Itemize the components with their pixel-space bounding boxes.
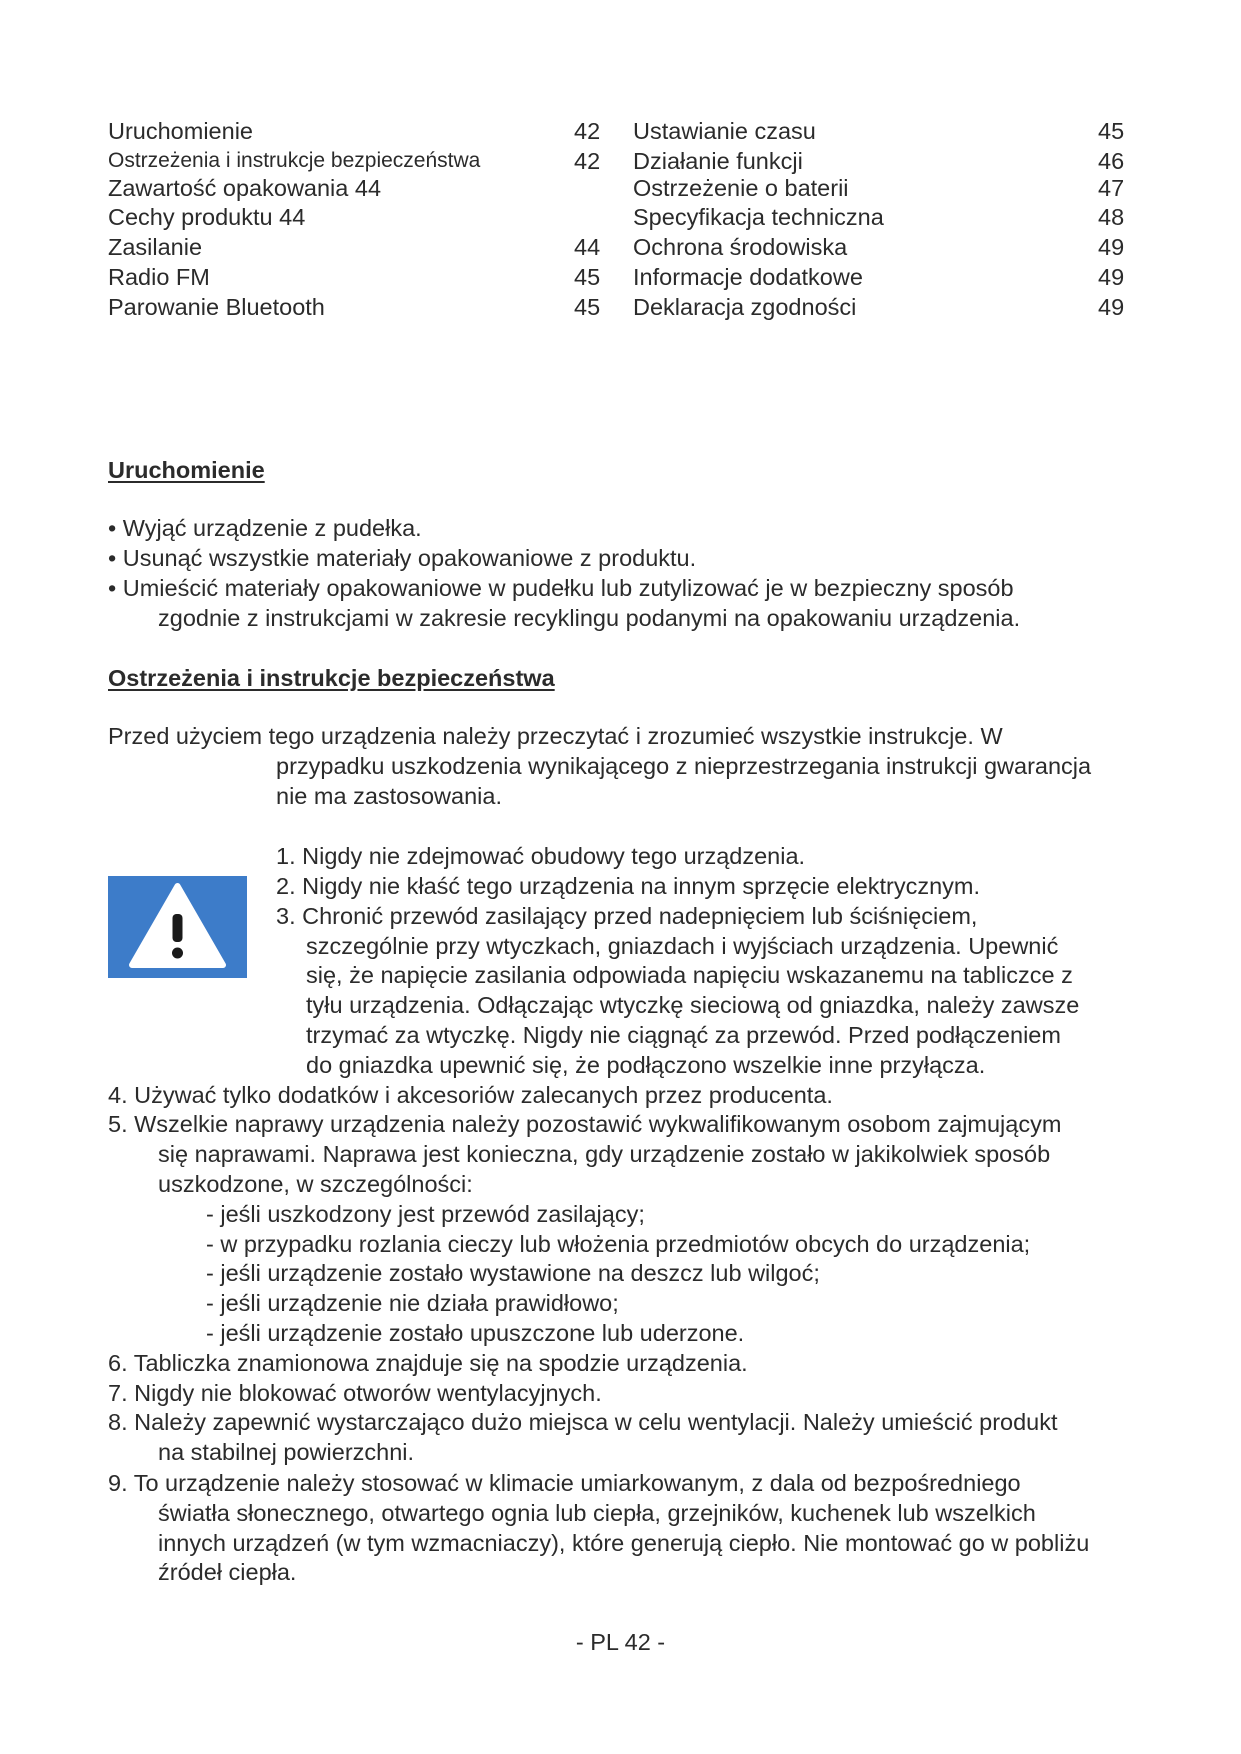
safety-sub-item-2: - w przypadku rozlania cieczy lub włożenia przedmiotów obcych do urządzenia; [206, 1231, 1031, 1257]
toc-right-page-1: 46 [1098, 148, 1125, 174]
safety-item-5-cont-2: uszkodzone, w szczególności: [158, 1171, 473, 1197]
toc-right-page-6: 49 [1098, 294, 1125, 320]
startup-heading: Uruchomienie [108, 457, 265, 483]
toc-right-label-0: Ustawianie czasu [633, 118, 816, 144]
toc-left-label-6: Parowanie Bluetooth [108, 294, 325, 320]
safety-item-9: 9. To urządzenie należy stosować w klimacie umiarkowanym, z dala od bezpośredniego [108, 1470, 1021, 1496]
safety-item-3-cont-2: się, że napięcie zasilania odpowiada napięciu wskazanemu na tabliczce z [306, 962, 1073, 988]
startup-bullet-2: • Umieścić materiały opakowaniowe w pudełku lub zutylizować je w bezpieczny sposób [108, 575, 1014, 601]
safety-sub-item-1: - jeśli uszkodzony jest przewód zasilający; [206, 1201, 645, 1227]
toc-left-label-2: Zawartość opakowania 44 [108, 175, 382, 201]
toc-left-label-4: Zasilanie [108, 234, 203, 260]
safety-sub-item-3: - jeśli urządzenie zostało wystawione na deszcz lub wilgoć; [206, 1260, 820, 1286]
toc-right-page-4: 49 [1098, 234, 1125, 260]
safety-item-6: 6. Tabliczka znamionowa znajduje się na spodzie urządzenia. [108, 1350, 748, 1376]
toc-right-label-2: Ostrzeżenie o baterii [633, 175, 849, 201]
safety-item-9-cont-3: źródeł ciepła. [158, 1559, 297, 1585]
safety-item-8-cont: na stabilnej powierzchni. [158, 1439, 415, 1465]
safety-sub-item-4: - jeśli urządzenie nie działa prawidłowo; [206, 1290, 619, 1316]
toc-right-label-4: Ochrona środowiska [633, 234, 848, 260]
toc-left-page-4: 44 [574, 234, 601, 260]
safety-item-3-cont-1: szczególnie przy wtyczkach, gniazdach i wyjściach urządzenia. Upewnić [306, 933, 1059, 959]
startup-bullet-2-cont: zgodnie z instrukcjami w zakresie recyklingu podanymi na opakowaniu urządzenia. [158, 605, 1021, 631]
safety-item-3-cont-3: tyłu urządzenia. Odłączając wtyczkę sieciową od gniazdka, należy zawsze [306, 992, 1080, 1018]
toc-left-label-3: Cechy produktu 44 [108, 204, 306, 230]
safety-heading: Ostrzeżenia i instrukcje bezpieczeństwa [108, 665, 555, 691]
toc-left-label-1: Ostrzeżenia i instrukcje bezpieczeństwa [108, 149, 481, 172]
toc-left-page-6: 45 [574, 294, 601, 320]
toc-right-label-5: Informacje dodatkowe [633, 264, 863, 290]
toc-left-page-0: 42 [574, 118, 601, 144]
safety-item-9-cont-2: innych urządzeń (w tym wzmacniaczy), które generują ciepło. Nie montować go w pobliżu [158, 1530, 1090, 1556]
toc-right-label-1: Działanie funkcji [633, 148, 803, 174]
safety-item-3-cont-4: trzymać za wtyczkę. Nigdy nie ciągnąć za przewód. Przed podłączeniem [306, 1022, 1061, 1048]
toc-left-page-5: 45 [574, 264, 601, 290]
warning-triangle-icon [108, 876, 247, 978]
safety-intro-line-2: nie ma zastosowania. [276, 783, 502, 809]
startup-bullet-0: • Wyjąć urządzenie z pudełka. [108, 515, 422, 541]
safety-item-5: 5. Wszelkie naprawy urządzenia należy pozostawić wykwalifikowanym osobom zajmującym [108, 1111, 1062, 1137]
safety-item-1: 1. Nigdy nie zdejmować obudowy tego urządzenia. [276, 843, 806, 869]
safety-intro-line-0: Przed użyciem tego urządzenia należy przeczytać i zrozumieć wszystkie instrukcje. W [108, 723, 1003, 749]
warning-sign [108, 876, 247, 978]
toc-right-page-3: 48 [1098, 204, 1125, 230]
toc-right-label-3: Specyfikacja techniczna [633, 204, 884, 230]
toc-left-label-0: Uruchomienie [108, 118, 253, 144]
safety-item-4: 4. Używać tylko dodatków i akcesoriów zalecanych przez producenta. [108, 1082, 833, 1108]
page-number: - PL 42 - [575, 1629, 666, 1655]
safety-item-3-cont-5: do gniazdka upewnić się, że podłączono wszelkie inne przyłącza. [306, 1052, 986, 1078]
toc-right-page-5: 49 [1098, 264, 1125, 290]
toc-left-page-1: 42 [574, 148, 601, 174]
safety-intro-line-1: przypadku uszkodzenia wynikającego z nieprzestrzegania instrukcji gwarancja [276, 753, 1092, 779]
safety-item-5-cont-1: się naprawami. Naprawa jest konieczna, gdy urządzenie zostało w jakikolwiek sposób [158, 1141, 1051, 1167]
startup-bullet-1: • Usunąć wszystkie materiały opakowaniowe z produktu. [108, 545, 697, 571]
safety-item-7: 7. Nigdy nie blokować otworów wentylacyjnych. [108, 1380, 602, 1406]
safety-item-9-cont-1: światła słonecznego, otwartego ognia lub ciepła, grzejników, kuchenek lub wszelkich [158, 1500, 1036, 1526]
safety-item-8: 8. Należy zapewnić wystarczająco dużo miejsca w celu wentylacji. Należy umieścić produkt [108, 1409, 1058, 1435]
safety-sub-item-5: - jeśli urządzenie zostało upuszczone lub uderzone. [206, 1320, 745, 1346]
toc-left-label-5: Radio FM [108, 264, 210, 290]
toc-right-page-2: 47 [1098, 175, 1125, 201]
safety-item-3: 3. Chronić przewód zasilający przed nadepnięciem lub ściśnięciem, [276, 903, 978, 929]
toc-right-label-6: Deklaracja zgodności [633, 294, 857, 320]
toc-right-page-0: 45 [1098, 118, 1125, 144]
safety-item-2: 2. Nigdy nie kłaść tego urządzenia na innym sprzęcie elektrycznym. [276, 873, 981, 899]
